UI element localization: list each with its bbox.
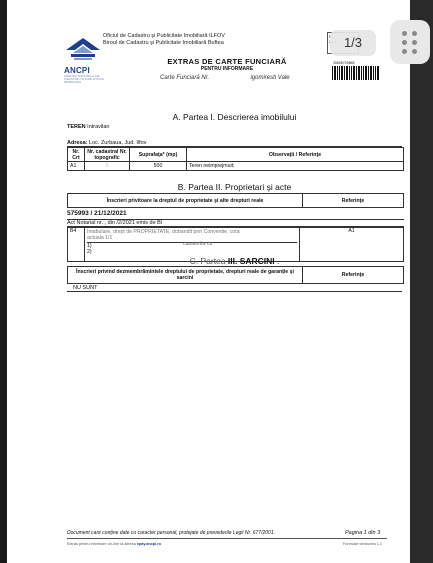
teren-value: Intravilan xyxy=(87,124,110,130)
section-b-col-referinte: Referinţe xyxy=(303,194,404,208)
office-block xyxy=(103,33,225,47)
section-b-owner-1: 1) xyxy=(87,242,297,249)
background-edge xyxy=(410,0,433,563)
teren-label: TEREN xyxy=(67,124,86,130)
section-a-table xyxy=(67,147,404,171)
office-line-1: Oficiul de Cadastru şi Publicitate Imobiliară ILFOV xyxy=(103,33,225,39)
section-c-col-referinte: Referinţe xyxy=(303,267,404,284)
section-c-title-prefix: C. Partea xyxy=(189,256,228,266)
footer-form-version: Formular versiunea 1.1 xyxy=(343,542,383,546)
office-line-2: Biroul de Cadastru şi Publicitate Imobiliară Buftea xyxy=(103,40,224,46)
section-c-col-inscrieri: Înscrieri privind dezmembrămintele dreptului de proprietate, drepturi reale de garanţie şi sarcini xyxy=(68,267,303,284)
page-indicator: 1/3 xyxy=(330,30,376,56)
cf-label: Carte Funciară Nr. xyxy=(160,75,210,81)
section-c-title xyxy=(67,256,402,266)
more-options-icon[interactable] xyxy=(390,20,430,64)
document-subtitle: PENTRU INFORMARE xyxy=(200,66,254,72)
cell-nr-cadastral: 5 xyxy=(85,162,130,171)
section-c-row: NU SUNT xyxy=(67,285,402,292)
section-b-owner-2-line xyxy=(87,249,297,255)
logo-text: ANCPI xyxy=(64,66,90,75)
section-b-ref: A1 xyxy=(300,228,404,262)
document-page xyxy=(7,0,410,563)
section-b-row-id: B4 xyxy=(68,228,85,262)
footer-online-prefix: Extras pentru informare on-line la adresa xyxy=(67,542,137,546)
footer-online-link[interactable]: epay.ancpi.ro xyxy=(136,542,162,546)
section-c-table xyxy=(67,266,404,284)
cell-nr-crt: A1 xyxy=(68,162,85,171)
section-b-entry-nr: 575993 / 21/12/2021 xyxy=(67,210,127,217)
section-b-spouse-note: casatorita cu xyxy=(183,241,213,247)
section-a-title: A. Partea I. Descrierea imobilului xyxy=(172,112,297,122)
barcode-number: 30695729565 xyxy=(333,61,355,65)
section-b-col-inscrieri: Înscrieri privitoare la dreptul de proprietate şi alte drepturi reale xyxy=(68,194,303,208)
section-b-header-table xyxy=(67,193,404,208)
footer-online-note xyxy=(67,542,161,546)
document-title: EXTRAS DE CARTE FUNCIARĂ xyxy=(167,57,287,66)
cell-observatii: Teren neimprejmuit; xyxy=(187,162,404,171)
section-b-owner-2: 2) xyxy=(87,249,92,255)
footer-page-number: Pagina 1 din 3 xyxy=(345,530,381,536)
section-b-row-text-1: Intabulare, drept de PROPRIETATE, dobandit prin Conventie, cota xyxy=(87,229,240,235)
section-c-title-suffix: . xyxy=(274,256,280,266)
ancpi-logo-icon xyxy=(63,36,103,70)
col-observatii: Observaţii / Referinţe xyxy=(187,148,404,162)
footer-divider xyxy=(67,538,387,539)
carte-funciara-line xyxy=(160,75,290,81)
section-c-title-bold: III. SARCINI xyxy=(227,256,275,266)
adresa-label: Adresa: xyxy=(67,140,88,146)
teren-line xyxy=(67,124,110,130)
col-nr-crt: Nr. Crt xyxy=(68,148,85,162)
logo-subtext: AGENTIA NATIONALA DE CADASTRU SI PUBLICITATE IMOBILIARA xyxy=(64,74,104,84)
adresa-value: Loc. Zurbaua, Jud. Ilfov xyxy=(89,140,147,146)
footer-note: Document care conţine date cu caracter personal, protejate de prevederile Legii Nr. 677/2001. xyxy=(67,530,275,536)
cell-suprafata: 500 xyxy=(130,162,187,171)
adresa-line xyxy=(67,140,402,147)
section-b-act-line: Act Notarial nr. , din /2/2021 emis de Bl xyxy=(67,219,404,227)
section-b-title: B. Partea II. Proprietari şi acte xyxy=(177,182,292,192)
col-nr-cadastral: Nr. cadastral Nr. topografic xyxy=(85,148,130,162)
col-suprafata: Suprafaţa* (mp) xyxy=(130,148,187,162)
cf-value: igomiresti Vale xyxy=(250,75,290,81)
section-b-row-text-2: actuala 1/1 xyxy=(87,235,113,241)
barcode-icon xyxy=(332,66,388,80)
